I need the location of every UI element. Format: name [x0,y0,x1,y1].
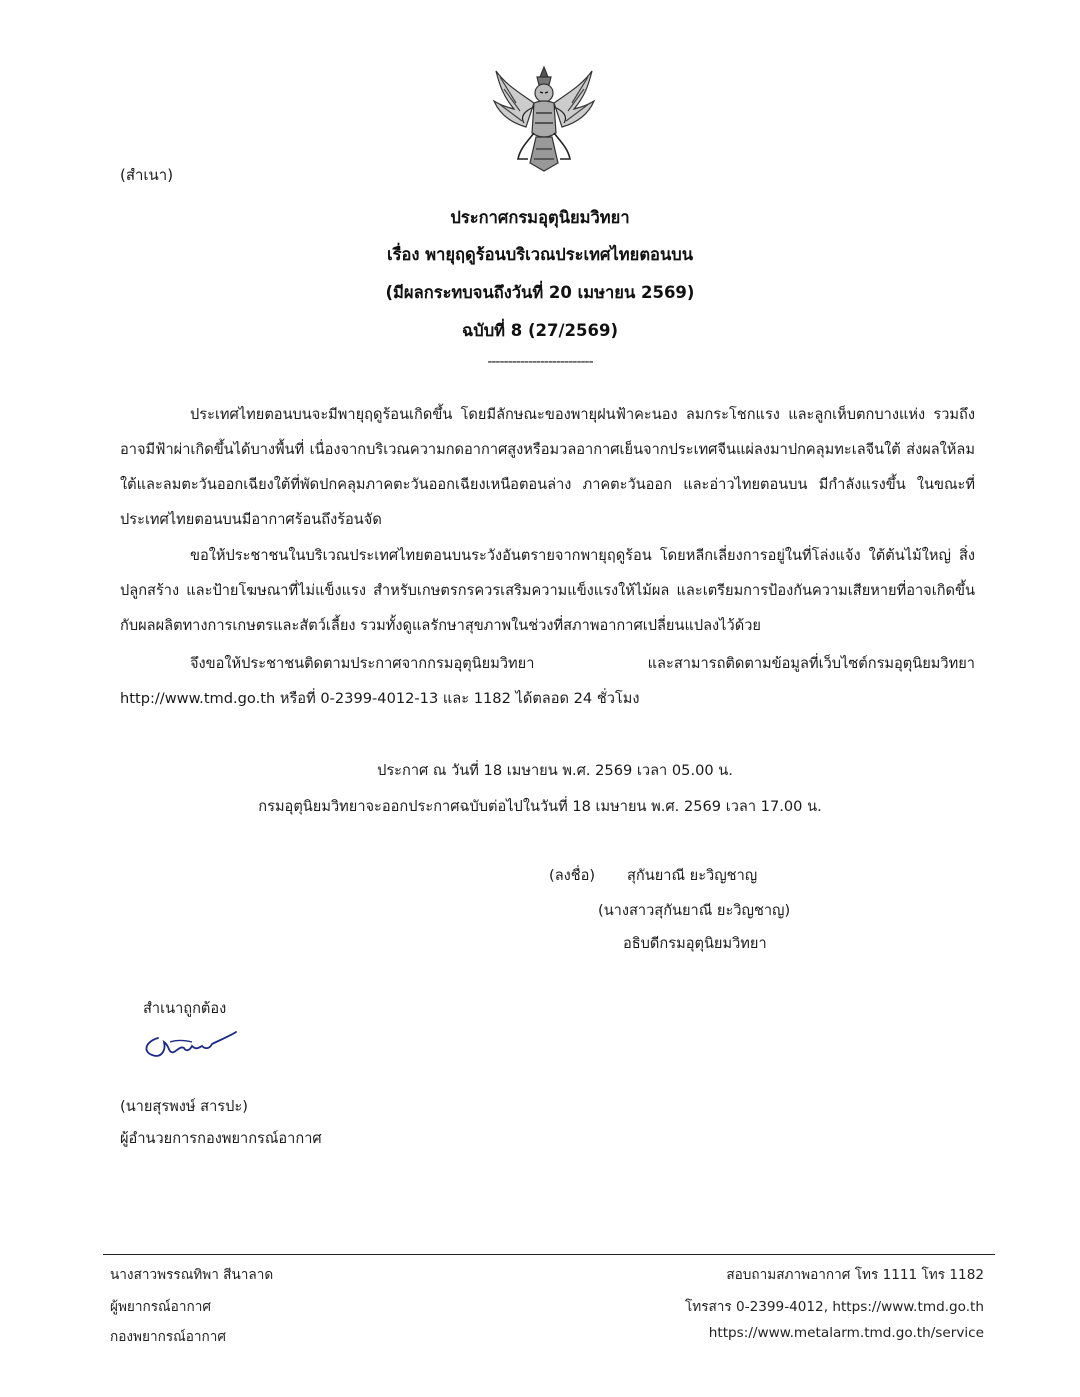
signatory-row [549,864,757,887]
signatory-label: (ลงชื่อ) [549,867,596,884]
footer-forecaster-role: ผู้พยากรณ์อากาศ [110,1299,211,1315]
body-paragraph-2: ขอให้ประชาชนในบริเวณประเทศไทยตอนบนระวังอันตรายจากพายุฤดูร้อน โดยหลีกเลี่ยงการอยู่ในที่โล่งแจ้ง ใต้ต้นไม้ใหญ่ สิ่งปลูกสร้าง และป้ายโฆษณาที่ไม่แข็งแรง สำหรับเกษตรกรควรเสริมความแข็งแรงให้ไม้ผล และเตรียมการป้องกันความเสียหายที่อาจเกิดขึ้นกับผลผลิตทางการเกษตรและสัตว์เลี้ยง รวมทั้งดูแลรักษาสุขภาพในช่วงที่สภาพอากาศเปลี่ยนแปลงไว้ด้วย [120,547,975,634]
footer-hotline: สอบถามสภาพอากาศ โทร 1111 โทร 1182 [726,1267,984,1283]
garuda-emblem-icon [490,63,598,175]
copy-mark: (สำเนา) [120,166,174,184]
signatory-title: อธิบดีกรมอุตุนิยมวิทยา [623,935,767,952]
announcement-subject: เรื่อง พายุฤดูร้อนบริเวณประเทศไทยตอนบน [386,245,693,264]
certifier-name: (นายสุรพงษ์ สารปะ) [120,1098,248,1115]
announcement-effective-date: (มีผลกระทบจนถึงวันที่ 20 เมษายน 2569) [385,283,695,302]
footer-service-link: https://www.metalarm.tmd.go.th/service [708,1325,984,1341]
signatory-name: สุกันยาณี ยะวิญชาญ [627,867,758,884]
footer-forecaster-division: กองพยากรณ์อากาศ [110,1329,227,1345]
announcement-title: ประกาศกรมอุตุนิยมวิทยา [450,208,630,227]
issued-datetime: ประกาศ ณ วันที่ 18 เมษายน พ.ศ. 2569 เวลา 05.00 น. [377,762,733,779]
footer-fax-website: โทรสาร 0-2399-4012, https://www.tmd.go.th [684,1299,984,1315]
body-paragraph-1: ประเทศไทยตอนบนจะมีพายุฤดูร้อนเกิดขึ้น โดยมีลักษณะของพายุฝนฟ้าคะนอง ลมกระโชกแรง และลูกเห็บตกบางแห่ง รวมถึงอาจมีฟ้าผ่าเกิดขึ้นได้บางพื้นที่ เนื่องจากบริเวณความกดอากาศสูงหรือมวลอากาศเย็นจากประเทศจีนแผ่ลงมาปกคลุมทะเลจีนใต้ ส่งผลให้ลมใต้และลมตะวันออกเฉียงใต้ที่พัดปกคลุมภาคตะวันออกเฉียงเหนือตอนล่าง ภาคตะวันออก และอ่าวไทยตอนบน มีกำลังแรงขึ้น ในขณะที่ประเทศไทยตอนบนมีอากาศร้อนถึงร้อนจัด [120,406,975,528]
body-paragraph-3: จึงขอให้ประชาชนติดตามประกาศจากกรมอุตุนิยมวิทยา และสามารถติดตามข้อมูลที่เว็บไซต์กรมอุตุนิยมวิทยา http://www.tmd.go.th หรือที่ 0-2399-4012-13 และ 1182 ได้ตลอด 24 ชั่วโมง [120,655,975,707]
heading-divider: -------------------------- [487,354,593,370]
handwritten-signature-icon [140,1028,240,1068]
announcement-issue-number: ฉบับที่ 8 (27/2569) [461,321,619,340]
footer-divider [103,1254,995,1255]
certifier-title: ผู้อำนวยการกองพยากรณ์อากาศ [120,1130,322,1147]
certified-copy-label: สำเนาถูกต้อง [143,1000,227,1017]
footer-forecaster-name: นางสาวพรรณทิพา สีนาลาด [110,1267,274,1283]
next-issue-notice: กรมอุตุนิยมวิทยาจะออกประกาศฉบับต่อไปในวันที่ 18 เมษายน พ.ศ. 2569 เวลา 17.00 น. [258,798,822,815]
signatory-full-name: (นางสาวสุกันยาณี ยะวิญชาญ) [598,902,791,919]
